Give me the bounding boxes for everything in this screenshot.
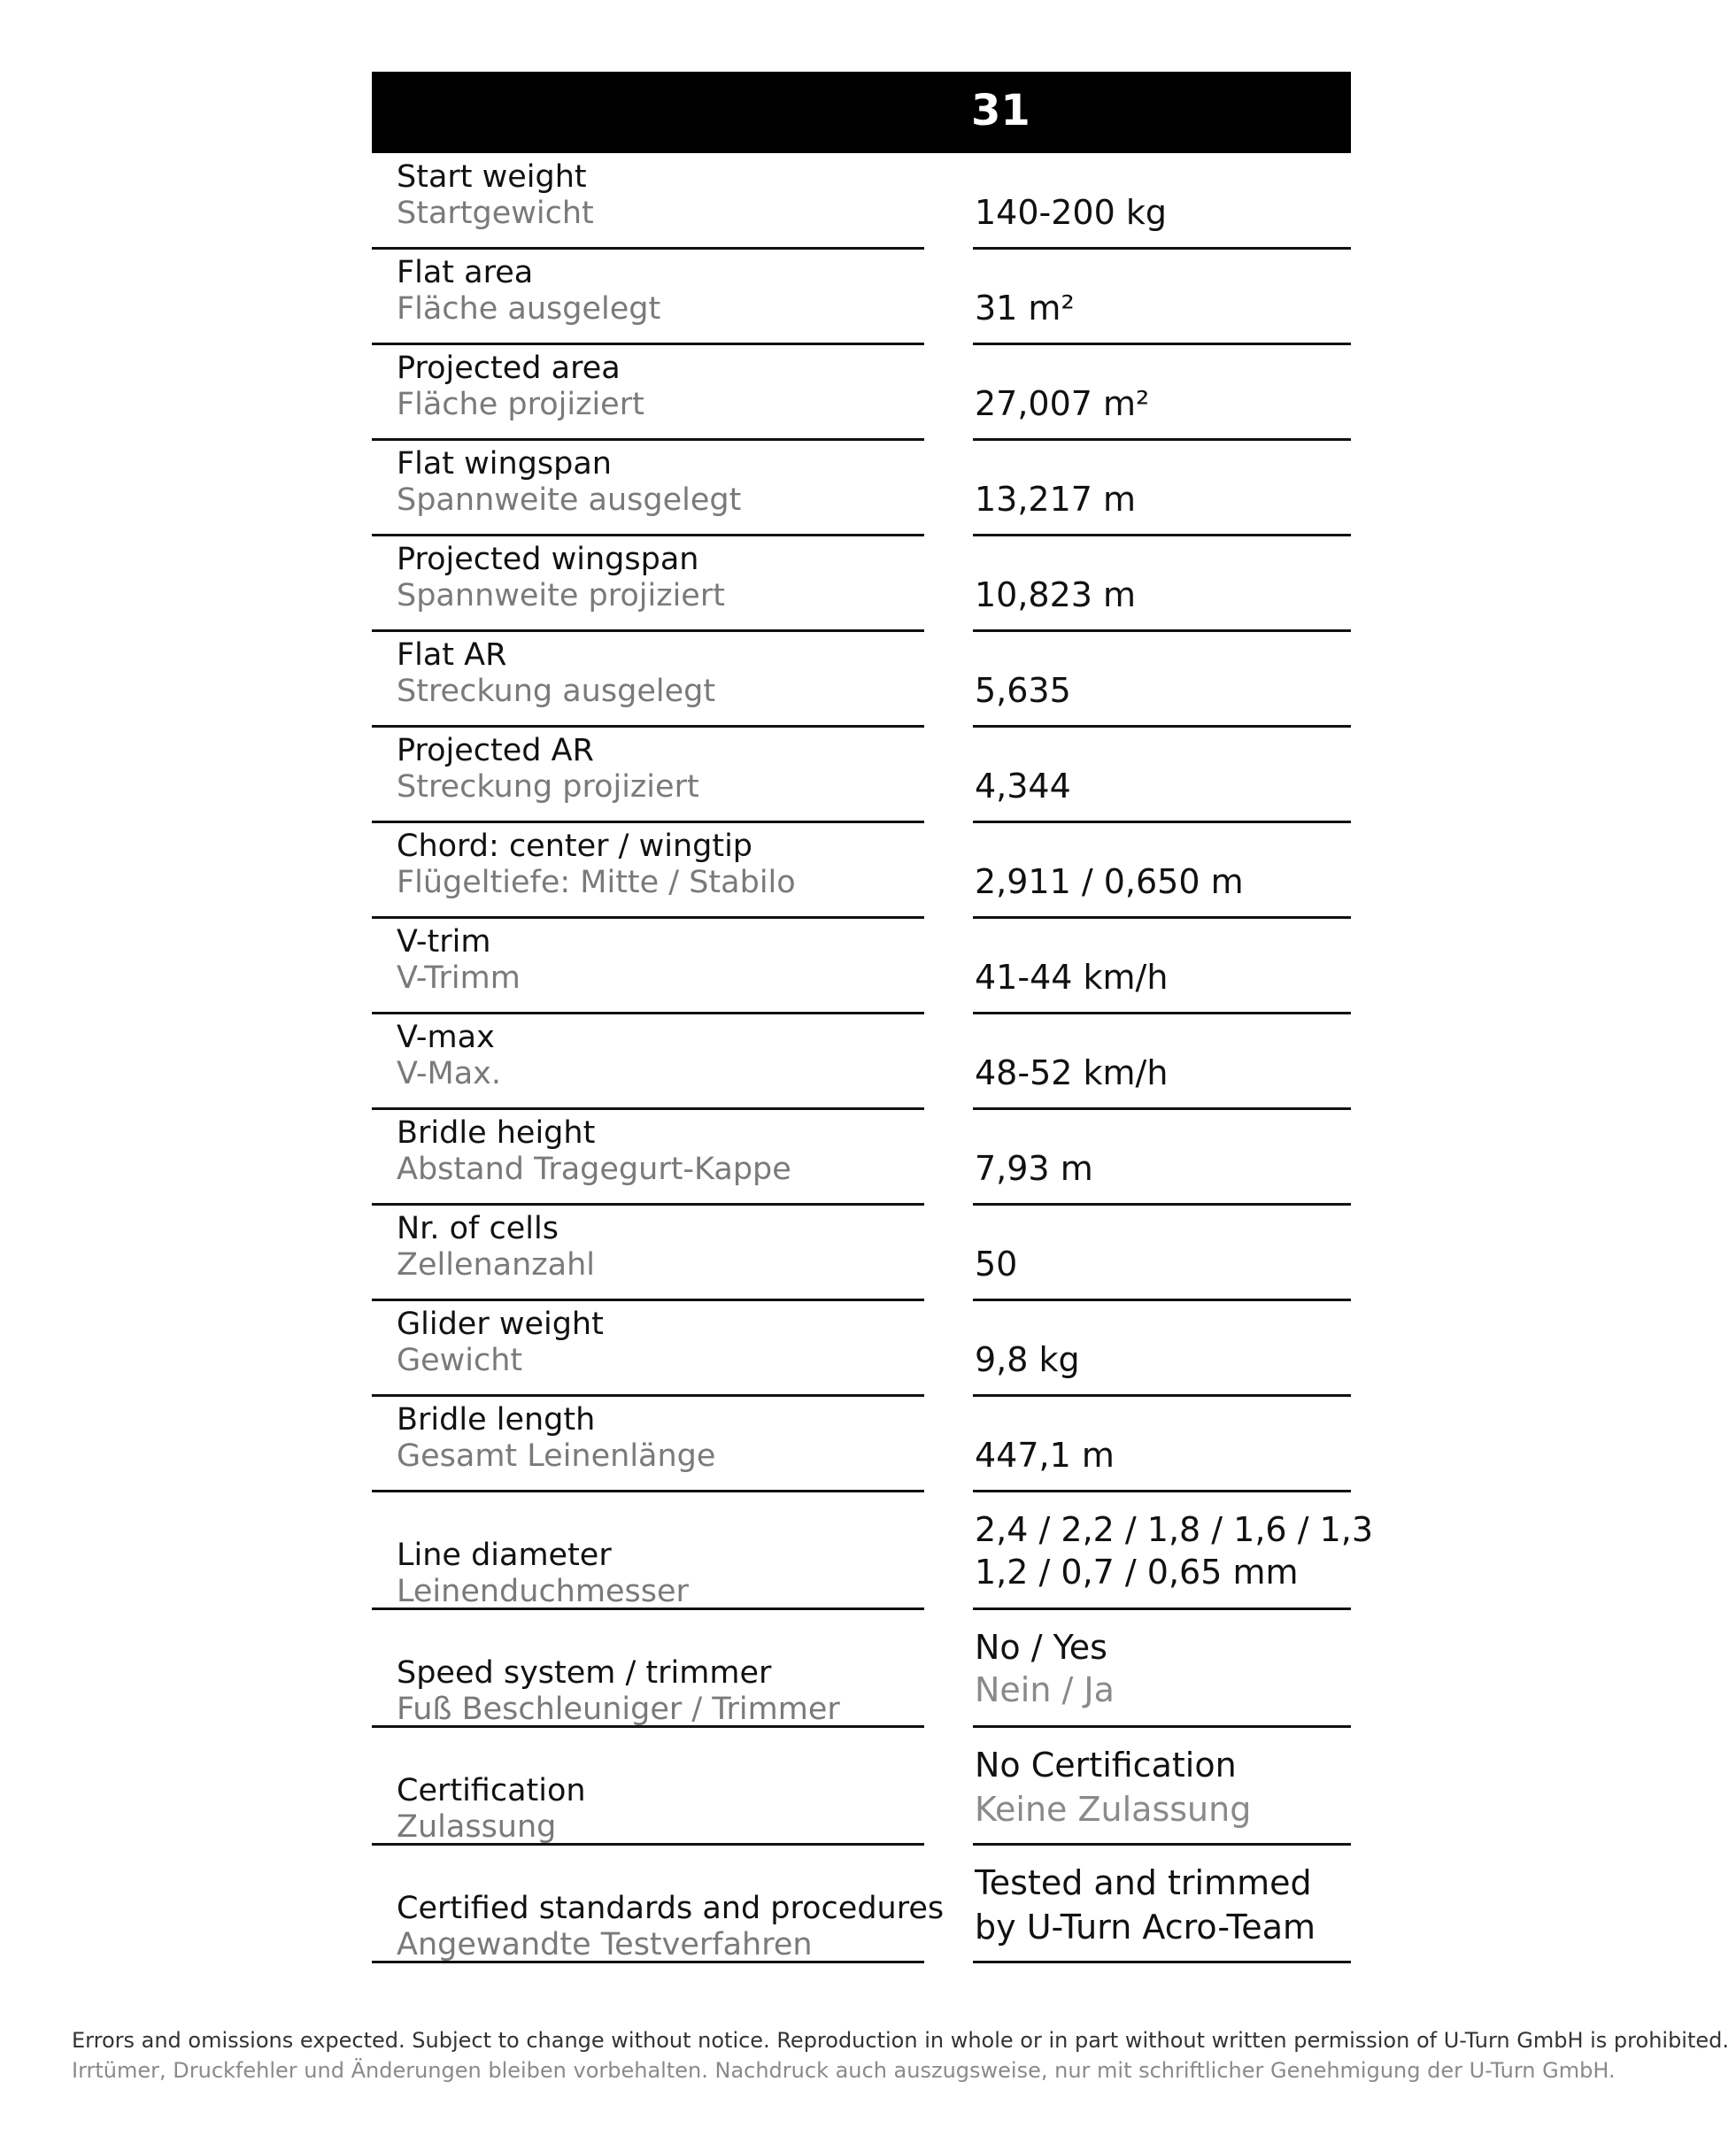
label-de: Spannweite projiziert <box>397 578 725 613</box>
label-de: Streckung ausgelegt <box>397 674 716 709</box>
value-text: 27,007 m² <box>975 384 1150 423</box>
row-label <box>372 536 924 632</box>
row-value <box>973 154 1351 250</box>
label-de: Fläche ausgelegt <box>397 291 661 327</box>
label-en: Bridle length <box>397 1402 596 1438</box>
label-en: Certification <box>397 1773 586 1808</box>
spec-row-start-weight <box>372 154 1351 250</box>
value-text: 447,1 m <box>975 1436 1115 1475</box>
disclaimer-de: Irrtümer, Druckfehler und Änderungen bleiben vorbehalten. Nachdruck auch auszugsweise, nur mit schriftlicher Genehmigung der U-Turn GmbH. <box>72 2058 1616 2083</box>
row-value <box>973 1397 1351 1492</box>
row-value <box>973 536 1351 632</box>
label-de: V-Trimm <box>397 960 521 996</box>
value-text: 13,217 m <box>975 480 1137 519</box>
label-en: Line diameter <box>397 1538 612 1573</box>
label-en: Flat AR <box>397 637 507 673</box>
label-de: Abstand Tragegurt-Kappe <box>397 1152 791 1187</box>
label-en: V-trim <box>397 924 491 960</box>
row-value <box>973 728 1351 823</box>
value-text: 2,4 / 2,2 / 1,8 / 1,6 / 1,3 <box>975 1510 1374 1549</box>
value-text: 5,635 <box>975 671 1071 710</box>
label-en: Bridle height <box>397 1115 596 1151</box>
row-value <box>973 1728 1351 1846</box>
spec-row-speed-system <box>372 1610 1351 1728</box>
value-text: 140-200 kg <box>975 193 1167 232</box>
label-de: Zulassung <box>397 1809 557 1845</box>
spec-row-projected-wingspan <box>372 536 1351 632</box>
row-value <box>973 1846 1351 1963</box>
row-label <box>372 1846 945 1963</box>
row-label <box>372 728 924 823</box>
value-text: 2,911 / 0,650 m <box>975 862 1244 901</box>
row-label <box>372 1206 924 1301</box>
spec-row-projected-area <box>372 345 1351 441</box>
row-label <box>372 441 924 536</box>
spec-row-bridle-length <box>372 1397 1351 1492</box>
spec-row-glider-weight <box>372 1301 1351 1397</box>
row-label <box>372 632 924 728</box>
value-text: 50 <box>975 1245 1018 1284</box>
value-text-de: Nein / Ja <box>975 1670 1115 1709</box>
value-text: No Certification <box>975 1746 1237 1785</box>
label-en: Speed system / trimmer <box>397 1655 772 1691</box>
label-de: Leinenduchmesser <box>397 1574 689 1609</box>
label-en: Certified standards and procedures <box>397 1891 945 1926</box>
spec-row-projected-ar <box>372 728 1351 823</box>
value-text-de: Keine Zulassung <box>975 1790 1252 1829</box>
row-value <box>973 919 1351 1014</box>
row-label <box>372 345 924 441</box>
row-value <box>973 1492 1374 1610</box>
row-value <box>973 345 1351 441</box>
value-text: 10,823 m <box>975 575 1137 614</box>
spec-row-flat-area <box>372 250 1351 345</box>
value-text: 7,93 m <box>975 1149 1093 1188</box>
row-label <box>372 1301 924 1397</box>
value-text-line2: by U-Turn Acro-Team <box>975 1908 1316 1947</box>
row-label <box>372 1492 924 1610</box>
value-text: 9,8 kg <box>975 1340 1080 1379</box>
row-value <box>973 1206 1351 1301</box>
spec-row-v-trim <box>372 919 1351 1014</box>
value-text: 41-44 km/h <box>975 958 1169 997</box>
spec-row-certified-standards <box>372 1846 1351 1963</box>
row-label <box>372 823 924 919</box>
spec-row-flat-wingspan <box>372 441 1351 536</box>
label-en: Projected AR <box>397 733 594 768</box>
row-label <box>372 1728 924 1846</box>
label-de: Spannweite ausgelegt <box>397 482 742 518</box>
spec-row-line-diameter <box>372 1492 1374 1610</box>
value-text-line2: 1,2 / 0,7 / 0,65 mm <box>975 1553 1299 1592</box>
label-de: Zellenanzahl <box>397 1247 596 1283</box>
spec-row-flat-ar <box>372 632 1351 728</box>
row-label <box>372 919 924 1014</box>
label-en: Projected area <box>397 351 621 386</box>
row-label <box>372 154 924 250</box>
spec-row-certification <box>372 1728 1351 1846</box>
label-de: Flügeltiefe: Mitte / Stabilo <box>397 865 796 900</box>
label-de: Fuß Beschleuniger / Trimmer <box>397 1692 840 1727</box>
row-value <box>973 1014 1351 1110</box>
spec-row-cells <box>372 1206 1351 1301</box>
row-label <box>372 1014 924 1110</box>
label-de: Fläche projiziert <box>397 387 644 422</box>
row-value <box>973 1301 1351 1397</box>
table-header <box>372 72 1351 153</box>
row-label <box>372 250 924 345</box>
row-value <box>973 441 1351 536</box>
spec-row-chord <box>372 823 1351 919</box>
label-de: Streckung projiziert <box>397 769 699 805</box>
spec-row-v-max <box>372 1014 1351 1110</box>
value-text: No / Yes <box>975 1628 1107 1667</box>
value-text: 4,344 <box>975 767 1071 806</box>
label-en: Nr. of cells <box>397 1211 559 1246</box>
row-value <box>973 1110 1351 1206</box>
label-de: Gewicht <box>397 1343 523 1378</box>
value-text: 31 m² <box>975 289 1075 328</box>
spec-row-bridle-height <box>372 1110 1351 1206</box>
value-text: Tested and trimmed <box>975 1863 1312 1902</box>
spec-table <box>372 72 1374 1963</box>
row-value <box>973 1610 1351 1728</box>
row-label <box>372 1610 924 1728</box>
size-label: 31 <box>971 86 1030 135</box>
disclaimer-en: Errors and omissions expected. Subject to change without notice. Reproduction in whole or in part without written permission of U-Turn GmbH is prohibited. <box>72 2028 1730 2053</box>
label-de: V-Max. <box>397 1056 502 1091</box>
row-value <box>973 632 1351 728</box>
label-en: Flat area <box>397 255 534 290</box>
label-en: V-max <box>397 1020 495 1055</box>
row-value <box>973 250 1351 345</box>
footer-disclaimer <box>72 2025 1730 2085</box>
label-en: Projected wingspan <box>397 542 699 577</box>
label-de: Angewandte Testverfahren <box>397 1927 813 1962</box>
label-de: Gesamt Leinenlänge <box>397 1438 716 1474</box>
row-label <box>372 1110 924 1206</box>
label-en: Glider weight <box>397 1307 604 1342</box>
label-en: Flat wingspan <box>397 446 612 482</box>
value-text: 48-52 km/h <box>975 1053 1169 1092</box>
row-label <box>372 1397 924 1492</box>
label-de: Startgewicht <box>397 196 594 231</box>
label-en: Start weight <box>397 159 587 195</box>
label-en: Chord: center / wingtip <box>397 829 753 864</box>
row-value <box>973 823 1351 919</box>
